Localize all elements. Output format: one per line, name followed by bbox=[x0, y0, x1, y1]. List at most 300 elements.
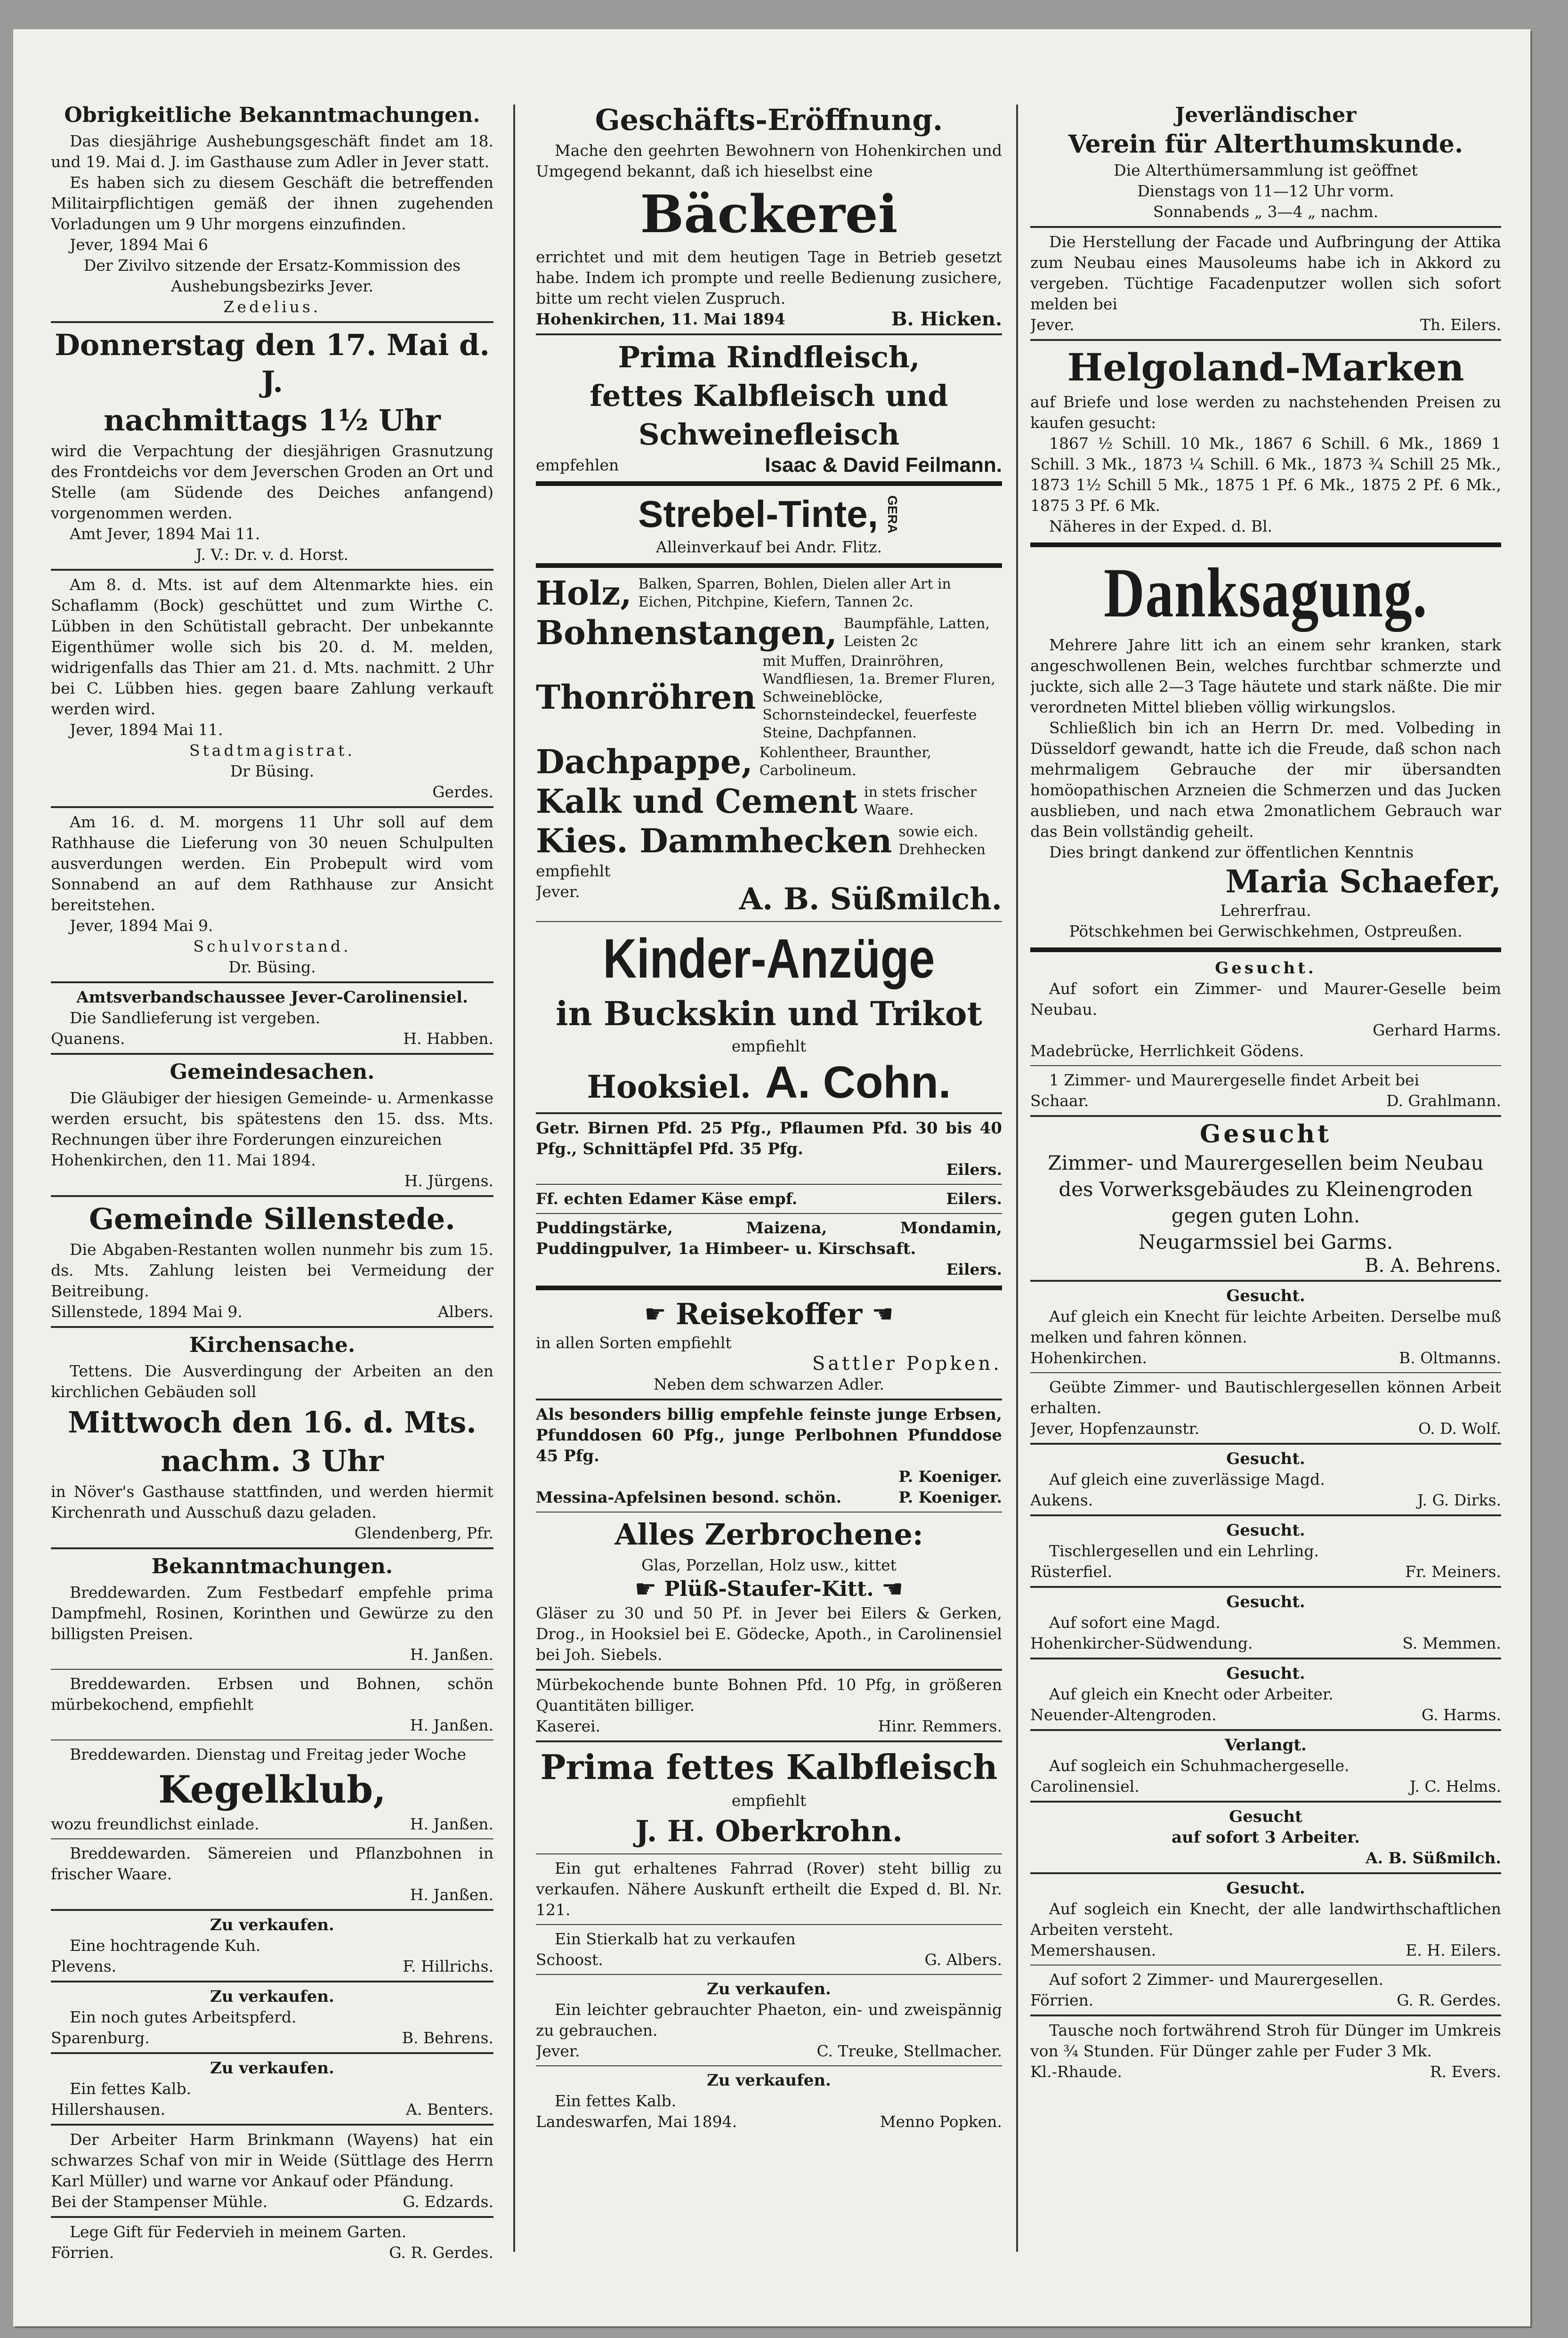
divider bbox=[51, 1053, 493, 1055]
ad-text: Baumpfähle, Latten, Leisten 2c bbox=[843, 615, 990, 650]
divider bbox=[536, 1399, 1002, 1400]
ad-text: Auf gleich ein Knecht oder Arbeiter. bbox=[1049, 1685, 1334, 1703]
section-heading: Obrigkeitliche Bekanntmachungen. bbox=[64, 103, 480, 127]
ad-heading: Bäckerei bbox=[640, 184, 898, 244]
divider bbox=[51, 1326, 493, 1328]
ad-heading: Danksagung. bbox=[1104, 554, 1428, 632]
ad-text: auf sofort 3 Arbeiter. bbox=[1172, 1828, 1360, 1847]
ad-alterthumsverein bbox=[1030, 102, 1501, 222]
ad-baustoffe bbox=[536, 574, 1002, 917]
divider bbox=[51, 2124, 493, 2126]
ad-signature: D. Grahlmann. bbox=[1386, 1092, 1501, 1110]
notice-heading: Gemeinde Sillenstede. bbox=[89, 1202, 455, 1236]
divider bbox=[1030, 339, 1501, 341]
ad-text: Lehrerfrau. bbox=[1220, 901, 1311, 920]
ad-mausoleum bbox=[1030, 232, 1501, 335]
divider bbox=[536, 481, 1002, 486]
ad-text: Auf sofort ein Zimmer- und Maurer-Geselle beim Neubau. bbox=[1030, 979, 1501, 1019]
notice-date: Hohenkirchen, den 11. Mai 1894. bbox=[51, 1151, 316, 1169]
ad-text: Breddewarden. Erbsen und Bohnen, schön mürbekochend, empfiehlt bbox=[51, 1675, 493, 1714]
divider bbox=[536, 1974, 1002, 1975]
ad-heading: in Buckskin und Trikot bbox=[556, 994, 982, 1033]
notice-signature: Zedelius. bbox=[223, 298, 321, 316]
notice-grasnutzung bbox=[51, 327, 493, 565]
ad-text: Tischlergesellen und ein Lehrling. bbox=[1049, 1542, 1319, 1560]
notice-schulpulte bbox=[51, 812, 493, 978]
notice-heading: nachm. 3 Uhr bbox=[161, 1444, 384, 1478]
ad-gesucht-2 bbox=[1030, 1121, 1501, 1276]
notice-date: Jever, 1894 Mai 9. bbox=[70, 916, 213, 935]
ad-place: Landeswarfen, Mai 1894. bbox=[536, 2112, 737, 2131]
divider bbox=[51, 569, 493, 571]
ad-reisekoffer bbox=[536, 1296, 1002, 1395]
ad-place: Hohenkirchen. bbox=[1030, 1349, 1148, 1367]
section-heading: Gemeindesachen. bbox=[170, 1060, 375, 1084]
notice-text: Am 8. d. Mts. ist auf dem Altenmarkte hies. ein Schaflamm (Bock) geschüttet und zum Wirthe C. Lübben in den Schütistall gebracht. Der unbekannte Eigenthümer wolle sich bis 20. d. M. melden, widrigenfalls das Thier am 21. d. Mts. nachmitt. 2 Uhr bei C. Lübben hies. gegen baare Zahlung verkauft werden wird. bbox=[51, 575, 493, 718]
divider bbox=[1030, 1280, 1501, 1282]
divider bbox=[51, 1669, 493, 1670]
ad-heading: fettes Kalbfleisch und bbox=[590, 379, 948, 413]
notice-text: Der Zivilvo sitzende der Ersatz-Kommission des Aushebungsbezirks Jever. bbox=[83, 256, 461, 295]
ad-heading: Gesucht bbox=[1229, 1807, 1302, 1826]
ad-place: Jever, Hopfenzaunstr. bbox=[1030, 1419, 1200, 1438]
ad-heading: Prima Rindfleisch, bbox=[618, 340, 920, 374]
divider bbox=[1030, 1372, 1501, 1373]
ad-kalb bbox=[51, 2058, 493, 2120]
ad-heading: Gesucht. bbox=[1226, 1664, 1305, 1683]
ad-heading: Geschäfts-Eröffnung. bbox=[595, 103, 943, 137]
ad-place: Förrien. bbox=[51, 2243, 114, 2262]
ad-text: Glas, Porzellan, Holz usw., kittet bbox=[641, 1556, 897, 1574]
ad-gesucht-4 bbox=[1030, 1448, 1501, 1511]
ad-signature: Eilers. bbox=[946, 1189, 1002, 1208]
notice-date: Amt Jever, 1894 Mai 11. bbox=[70, 525, 260, 543]
ad-signature: Th. Eilers. bbox=[1420, 316, 1501, 334]
ad-signature: Menno Popken. bbox=[880, 2112, 1002, 2131]
ad-signature: B. A. Behrens. bbox=[1365, 1255, 1501, 1277]
ad-signature: A. B. Süßmilch. bbox=[739, 882, 1002, 917]
ad-place: Aukens. bbox=[1030, 1491, 1093, 1509]
divider bbox=[1030, 1514, 1501, 1516]
notice-signature: Gerdes. bbox=[432, 783, 493, 801]
ad-heading: Bohnenstangen, bbox=[536, 613, 837, 652]
ad-signature: P. Koeniger. bbox=[898, 1467, 1002, 1486]
ad-text: Mache den geehrten Bewohnern von Hohenkirchen und Umgegend bekannt, daß ich hieselbst eine bbox=[536, 141, 1002, 180]
ad-text: 1867 ½ Schill. 10 Mk., 1867 6 Schill. 6 Mk., 1869 1 Schill. 3 Mk., 1873 ¼ Schill. 6 Mk., 1873 ¾ Schill 25 Mk., 1873 1½ Schill 5 Mk., 1875 1 Pf. 6 Mk., 1875 2 Pf. 6 Mk., 1875 3 Pf. 6 Mk. bbox=[1030, 434, 1501, 515]
notice-kirchensache bbox=[51, 1332, 493, 1544]
ad-signature: B. Oltmanns. bbox=[1399, 1349, 1501, 1367]
ad-signature: E. H. Eilers. bbox=[1406, 1941, 1501, 1959]
divider bbox=[536, 921, 1002, 922]
ad-text: Tausche noch fortwährend Stroh für Dünger im Umkreis von ¾ Stunden. Für Dünger zahle per Fuder 3 Mk. bbox=[1030, 2021, 1501, 2060]
ad-text: Sonnabends „ 3—4 „ nachm. bbox=[1153, 202, 1379, 221]
ad-zimmer-maurer bbox=[1030, 1070, 1501, 1111]
ad-text: Breddewarden. Zum Festbedarf empfehle prima Dampfmehl, Rosinen, Korinthen und Gewürze zu den billigsten Preisen. bbox=[51, 1583, 493, 1643]
ad-heading: Gesucht. bbox=[1226, 1593, 1305, 1611]
ad-place: Madebrücke, Herrlichkeit Gödens. bbox=[1030, 1042, 1304, 1060]
ad-signature: J. G. Dirks. bbox=[1417, 1491, 1501, 1509]
divider bbox=[51, 806, 493, 808]
notice-heading: Amtsverbandschaussee Jever-Carolinensiel. bbox=[76, 988, 468, 1007]
ad-signature: S. Memmen. bbox=[1402, 1634, 1501, 1652]
ad-text: Schließlich bin ich an Herrn Dr. med. Volbeding in Düsseldorf gewandt, hatte ich die Freude, daß schon nach mehrmaligem Gebrauche der mir übersandten homöopathischen Arzneien die Schmerzen und das Jucken ausblieben, und nach etwa 2monatlichem Gebrauch war das Bein vollständig geheilt. bbox=[1030, 719, 1501, 841]
ad-fahrrad bbox=[536, 1858, 1002, 1920]
ad-birnen bbox=[536, 1118, 1002, 1180]
ad-text: empfiehlt bbox=[536, 862, 611, 880]
ad-heading: Kegelklub, bbox=[158, 1767, 386, 1812]
divider bbox=[1030, 1115, 1501, 1117]
ad-text: Pötschkehmen bei Gerwischkehmen, Ostpreußen. bbox=[1069, 922, 1463, 940]
ad-text: Breddewarden. Sämereien und Pflanzbohnen in frischer Waare. bbox=[51, 1844, 493, 1883]
ad-signature: Albers. bbox=[437, 1302, 493, 1321]
ad-place: Hohenkirchen, 11. Mai 1894 bbox=[536, 310, 785, 328]
ad-text: empfiehlt bbox=[731, 1791, 807, 1810]
notice-text: in Növer's Gasthause stattfinden, und werden hiermit Kirchenrath und Ausschuß dazu geladen. bbox=[51, 1482, 493, 1521]
ad-signature: P. Koeniger. bbox=[898, 1488, 1002, 1506]
divider bbox=[1030, 1801, 1501, 1803]
divider bbox=[51, 2052, 493, 2054]
ad-text: 1 Zimmer- und Maurergeselle findet Arbeit bei bbox=[1049, 1071, 1420, 1089]
ad-place: Schoost. bbox=[536, 1950, 603, 1969]
ad-text: Getr. Birnen Pfd. 25 Pfg., Pflaumen Pfd. 30 bis 40 Pfg., Schnittäpfel Pfd. 35 Pfg. bbox=[536, 1119, 1002, 1158]
ad-text: Die Alterthümersammlung ist geöffnet bbox=[1114, 161, 1418, 179]
ad-heading: Prima fettes Kalbfleisch bbox=[540, 1747, 998, 1787]
ad-text: Mürbekochende bunte Bohnen Pfd. 10 Pfg, in größeren Quantitäten billiger. bbox=[536, 1675, 1002, 1715]
ad-heading: Verein für Alterthumskunde. bbox=[1068, 130, 1463, 159]
ad-text: Messina-Apfelsinen besond. schön. bbox=[536, 1488, 842, 1506]
notice-text: Am 16. d. M. morgens 11 Uhr soll auf dem Rathhause die Lieferung von 30 neuen Schulpulten ausverdungen werden. Ein Probepult wird vom Sonnabend an auf dem Rathhause zur Ansicht bereitstehen. bbox=[51, 813, 493, 914]
notice-text: Tettens. Die Ausverdingung der Arbeiten an den kirchlichen Gebäuden soll bbox=[51, 1362, 493, 1401]
divider bbox=[51, 1547, 493, 1549]
notice-heading: nachmittags 1½ Uhr bbox=[104, 403, 441, 437]
ad-tischler bbox=[1030, 1377, 1501, 1439]
ad-signature: J. H. Oberkrohn. bbox=[635, 1814, 903, 1848]
divider bbox=[51, 2216, 493, 2218]
ad-signature: H. Janßen. bbox=[410, 1645, 493, 1664]
ad-text: Auf sogleich ein Knecht, der alle landwirthschaftlichen Arbeiten versteht. bbox=[1030, 1900, 1501, 1939]
ad-text: Dies bringt dankend zur öffentlichen Kenntnis bbox=[1049, 843, 1414, 861]
ad-baeckerei bbox=[536, 102, 1002, 330]
divider bbox=[536, 1740, 1002, 1742]
ad-signature: Eilers. bbox=[946, 1160, 1002, 1179]
ad-kinder-anzuege bbox=[536, 926, 1002, 1108]
divider bbox=[51, 1981, 493, 1982]
ad-gesucht-6 bbox=[1030, 1592, 1501, 1654]
ad-text: Mehrere Jahre litt ich an einem sehr kranken, stark angeschwollenen Bein, welches furchtbar schmerzte und juckte, sich alle 2—3 Tage häutete und stark näßte. Die mir verordneten Mittel blieben völlig wirkungslos. bbox=[1030, 636, 1501, 716]
ad-heading: Verlangt. bbox=[1225, 1736, 1307, 1755]
ad-gesucht-8 bbox=[1030, 1806, 1501, 1869]
ad-signature: G. Albers. bbox=[924, 1950, 1002, 1969]
ad-heading: Kalk und Cement bbox=[536, 782, 857, 821]
divider bbox=[536, 2065, 1002, 2066]
ad-fettes-kalb bbox=[536, 2070, 1002, 2132]
notice-text: Die Sandlieferung ist vergeben. bbox=[70, 1009, 321, 1027]
ad-gift bbox=[51, 2222, 493, 2263]
ad-text: Kohlentheer, Braunther, Carbolineum. bbox=[759, 744, 931, 779]
ad-signature: G. Harms. bbox=[1421, 1706, 1501, 1724]
ad-signature: H. Habben. bbox=[403, 1029, 493, 1048]
ad-text: Neben dem schwarzen Adler. bbox=[654, 1375, 884, 1393]
divider bbox=[1030, 1729, 1501, 1731]
divider bbox=[536, 1853, 1002, 1854]
ad-signature: O. D. Wolf. bbox=[1418, 1419, 1501, 1438]
column-divider bbox=[513, 105, 515, 2252]
divider bbox=[1030, 1965, 1501, 1966]
divider bbox=[536, 1184, 1002, 1185]
ad-heading: Plüß-Staufer-Kitt. bbox=[664, 1577, 874, 1601]
ad-text: GERA bbox=[885, 495, 900, 534]
ad-text: empfiehlt bbox=[731, 1037, 807, 1055]
ad-text: Ff. echten Edamer Käse empf. bbox=[536, 1189, 798, 1208]
ad-place: Hohenkircher-Südwendung. bbox=[1030, 1634, 1253, 1652]
divider bbox=[536, 1112, 1002, 1114]
ad-heading: Strebel-Tinte, bbox=[638, 493, 878, 535]
divider bbox=[1030, 2014, 1501, 2016]
ad-stroh bbox=[1030, 2020, 1501, 2082]
ad-heading: Zu verkaufen. bbox=[707, 1980, 831, 1998]
column-divider bbox=[1016, 105, 1018, 2252]
ad-heading: Jeverländischer bbox=[1175, 103, 1357, 127]
ad-text: wozu freundlichst einlade. bbox=[51, 1815, 259, 1833]
ad-place: Quanens. bbox=[51, 1029, 125, 1048]
ad-signature: Gerhard Harms. bbox=[1373, 1021, 1501, 1039]
notice-signature: Stadtmagistrat. bbox=[189, 741, 355, 760]
ad-text: Als besonders billig empfehle feinste junge Erbsen, Pfunddosen 60 Pfg., junge Perlbohnen Pfunddose 45 Pfg. bbox=[536, 1405, 1002, 1465]
ad-strebel-tinte bbox=[536, 492, 1002, 558]
ad-text: in allen Sorten empfiehlt bbox=[536, 1334, 732, 1352]
divider bbox=[536, 1286, 1002, 1290]
ad-pudding bbox=[536, 1218, 1002, 1280]
ad-text: Auf sofort 2 Zimmer- und Maurergesellen. bbox=[1049, 1970, 1384, 1989]
ad-signature: G. R. Gerdes. bbox=[1397, 1991, 1501, 2009]
ad-text: empfehlen bbox=[536, 456, 619, 474]
ad-signature: J. C. Helms. bbox=[1409, 1777, 1501, 1796]
notice-text: Es haben sich zu diesem Geschäft die betreffenden Militairpflichtigen gemäß der ihnen zugehenden Vorladungen um 9 Uhr morgens einzufinden. bbox=[51, 173, 493, 233]
ad-heading: Zu verkaufen. bbox=[210, 2059, 334, 2078]
divider bbox=[51, 1909, 493, 1911]
divider bbox=[1030, 1872, 1501, 1874]
notice-sillenstede bbox=[51, 1201, 493, 1322]
ad-text: Ein noch gutes Arbeitspferd. bbox=[70, 2008, 297, 2026]
ad-kitt bbox=[536, 1516, 1002, 1665]
ad-text: Der Arbeiter Harm Brinkmann (Wayens) hat ein schwarzes Schaf von mir in Weide (Süttlage des Herrn Karl Müller) und warne vor Ankauf oder Pfändung. bbox=[51, 2130, 493, 2190]
divider bbox=[536, 1512, 1002, 1513]
ad-heading: Helgoland-Marken bbox=[1067, 345, 1464, 389]
notice-text: Die Abgaben-Restanten wollen nunmehr bis zum 15. ds. Mts. Zahlung leisten bei Vermeidung der Beitreibung. bbox=[51, 1240, 493, 1300]
ad-place: Schaar. bbox=[1030, 1092, 1089, 1110]
ad-heading: Schweinefleisch bbox=[638, 417, 900, 452]
ad-signature: Hinr. Remmers. bbox=[878, 1717, 1002, 1735]
ad-heading: Alles Zerbrochene: bbox=[614, 1517, 923, 1552]
divider bbox=[1030, 542, 1501, 547]
ad-text: mit Muffen, Drainröhren, Wandfliesen, 1a. Bremer Fluren, Schweineblöcke, Schornsteindeckel, feuerfeste Steine, Dachpfannen. bbox=[762, 653, 995, 741]
notice-gemeindesachen bbox=[51, 1059, 493, 1191]
ad-place: Neuender-Altengroden. bbox=[1030, 1706, 1217, 1724]
ad-heading: Kinder-Anzüge bbox=[603, 928, 935, 990]
ad-stierkalb bbox=[536, 1929, 1002, 1970]
ad-signature: B. Behrens. bbox=[402, 2029, 493, 2047]
ad-signature: H. Janßen. bbox=[410, 1815, 493, 1833]
ad-text: Ein Stierkalb hat zu verkaufen bbox=[555, 1930, 796, 1948]
ad-heading: Zu verkaufen. bbox=[210, 1916, 334, 1934]
ad-text: Breddewarden. Dienstag und Freitag jeder Woche bbox=[70, 1745, 467, 1764]
ad-text: Ein gut erhaltenes Fahrrad (Rover) steht billig zu verkaufen. Nähere Auskunft ertheilt die Exped d. Bl. Nr. 121. bbox=[536, 1859, 1002, 1919]
ad-heading: Holz, bbox=[536, 574, 632, 613]
ad-pferd bbox=[51, 1986, 493, 2048]
ad-text: Ein leichter gebrauchter Phaeton, ein- und zweispännig zu gebrauchen. bbox=[536, 2000, 1002, 2039]
ad-text: Ein fettes Kalb. bbox=[555, 2092, 677, 2110]
divider bbox=[536, 1924, 1002, 1925]
ad-place: Memershausen. bbox=[1030, 1941, 1156, 1959]
ad-place: Jever. bbox=[1030, 316, 1075, 334]
ad-text: sowie eich. Drehhecken bbox=[898, 824, 986, 858]
ad-text: Dienstags von 11—12 Uhr vorm. bbox=[1137, 182, 1394, 200]
ad-phaeton bbox=[536, 1979, 1002, 2062]
ad-text: Eine hochtragende Kuh. bbox=[70, 1936, 261, 1955]
ad-place: Kaserei. bbox=[536, 1717, 601, 1735]
ad-schaf bbox=[51, 2129, 493, 2212]
ad-gesucht-9 bbox=[1030, 1878, 1501, 1961]
notice-signature: Dr Büsing. bbox=[230, 762, 315, 780]
ad-heading: Gesucht. bbox=[1226, 1521, 1305, 1540]
ad-text: Zimmer- und Maurergesellen beim Neubau des Vorwerksgebäudes zu Kleinengroden gegen guten Lohn. bbox=[1048, 1151, 1484, 1227]
ad-gesucht-5 bbox=[1030, 1520, 1501, 1582]
ad-text: in stets frischer Waare. bbox=[864, 784, 977, 818]
divider bbox=[1030, 226, 1501, 228]
ad-place: Hillershausen. bbox=[51, 2100, 166, 2119]
notice-text: Das diesjährige Aushebungsgeschäft findet am 18. und 19. Mai d. J. im Gasthause zum Adler in Jever statt. bbox=[51, 132, 493, 171]
ad-text: Puddingstärke, Maizena, Mondamin, Puddingpulver, 1a Himbeer- u. Kirschsaft. bbox=[536, 1219, 1002, 1258]
pointing-hand-right-icon: ☛ bbox=[644, 1300, 666, 1328]
ad-place: Sparenburg. bbox=[51, 2029, 150, 2047]
ad-text: Ein fettes Kalb. bbox=[70, 2079, 192, 2098]
ad-text: Auf sogleich ein Schuhmachergeselle. bbox=[1049, 1756, 1350, 1775]
ad-heading: Zu verkaufen. bbox=[210, 1987, 334, 2006]
ad-kalbfleisch bbox=[536, 1746, 1002, 1850]
ad-heading: Gesucht. bbox=[1226, 1449, 1305, 1468]
ad-place: Carolinensiel. bbox=[1030, 1777, 1140, 1796]
ad-place: Hooksiel. bbox=[587, 1068, 751, 1105]
pointing-hand-right-icon: ☛ bbox=[634, 1575, 657, 1603]
notice-signature: J. V.: Dr. v. d. Horst. bbox=[195, 545, 349, 564]
ad-text: Balken, Sparren, Bohlen, Dielen aller Art in Eichen, Pitchpine, Kiefern, Tannen 2c. bbox=[638, 576, 951, 610]
ad-heading: Gesucht. bbox=[1226, 1879, 1305, 1898]
ad-text: Auf sofort eine Magd. bbox=[1049, 1613, 1220, 1632]
ad-signature: Sattler Popken. bbox=[812, 1353, 1002, 1375]
ad-signature: R. Evers. bbox=[1430, 2063, 1501, 2081]
notice-signature: Glendenberg, Pfr. bbox=[354, 1524, 493, 1542]
section-heading: Bekanntmachungen. bbox=[151, 1554, 393, 1578]
ad-text: Lege Gift für Federvieh in meinem Garten. bbox=[70, 2223, 407, 2241]
divider bbox=[536, 333, 1002, 335]
ad-heading: Gesucht bbox=[1199, 1120, 1332, 1149]
ad-helgoland bbox=[1030, 345, 1501, 537]
ad-heading: Reisekoffer bbox=[675, 1297, 863, 1331]
ad-kuh bbox=[51, 1915, 493, 1977]
ad-place: Sillenstede, 1894 Mai 9. bbox=[51, 1302, 242, 1321]
ad-fleisch bbox=[536, 339, 1002, 476]
ad-text: auf Briefe und lose werden zu nachstehenden Preisen zu kaufen gesucht: bbox=[1030, 393, 1501, 432]
divider bbox=[51, 321, 493, 323]
ad-signature: H. Janßen. bbox=[410, 1716, 493, 1734]
ad-signature: H. Janßen. bbox=[410, 1885, 493, 1904]
divider bbox=[51, 981, 493, 983]
ad-place: Plevens. bbox=[51, 1957, 117, 1975]
notice-schaflamm bbox=[51, 574, 493, 802]
ad-signature: A. B. Süßmilch. bbox=[1366, 1849, 1501, 1867]
ad-heading: Gesucht. bbox=[1215, 959, 1317, 978]
notice-text: Die Gläubiger der hiesigen Gemeinde- u. Armenkasse werden ersucht, bis spätestens den 15. dss. Mts. Rechnungen über ihre Forderungen einzureichen bbox=[51, 1089, 493, 1149]
column-right bbox=[1030, 100, 1501, 2285]
divider bbox=[51, 1195, 493, 1197]
column-middle bbox=[536, 100, 1002, 2285]
divider bbox=[536, 1213, 1002, 1214]
ad-place: Förrien. bbox=[1030, 1991, 1094, 2009]
notice-aushebung bbox=[51, 102, 493, 317]
ad-text: Auf gleich eine zuverlässige Magd. bbox=[1049, 1470, 1325, 1489]
divider bbox=[51, 1739, 493, 1740]
divider bbox=[51, 1838, 493, 1839]
ad-signature: Fr. Meiners. bbox=[1405, 1562, 1501, 1581]
ad-place: Jever. bbox=[536, 2042, 580, 2060]
ad-text: errichtet und mit dem heutigen Tage in Betrieb gesetzt habe. Indem ich prompte und reelle Bedienung zusichere, bitte um recht vielen Zuspruch. bbox=[536, 248, 1002, 307]
ad-heading: Zu verkaufen. bbox=[707, 2071, 831, 2090]
ad-text: Gläser zu 30 und 50 Pf. in Jever bei Eilers & Gerken, Drog., in Hooksiel bei E. Gödecke, Apoth., in Carolinensiel bei Joh. Siebels. bbox=[536, 1604, 1002, 1664]
pointing-hand-left-icon: ☚ bbox=[881, 1575, 904, 1603]
pointing-hand-left-icon: ☚ bbox=[872, 1300, 894, 1328]
ad-signature: A. Benters. bbox=[406, 2100, 493, 2119]
ad-place: Rüsterfiel. bbox=[1030, 1562, 1113, 1581]
ad-text: Auf gleich ein Knecht für leichte Arbeiten. Derselbe muß melken und fahren können. bbox=[1030, 1307, 1501, 1346]
ad-verlangt bbox=[1030, 1735, 1501, 1797]
ad-heading: Dachpappe, bbox=[536, 742, 753, 781]
ad-gesellen bbox=[1030, 1969, 1501, 2011]
ad-place: Neugarmssiel bei Garms. bbox=[1138, 1230, 1393, 1254]
ad-signature: Eilers. bbox=[946, 1260, 1002, 1278]
ad-heading: Thonröhren bbox=[536, 678, 756, 717]
ad-erbsen bbox=[536, 1404, 1002, 1508]
ad-gesucht-3 bbox=[1030, 1286, 1501, 1368]
ad-heading: Gesucht. bbox=[1226, 1286, 1305, 1305]
ad-text: Geübte Zimmer- und Bautischlergesellen können Arbeit erhalten. bbox=[1030, 1378, 1501, 1417]
ad-bohnen bbox=[536, 1675, 1002, 1737]
notice-text: wird die Verpachtung der diesjährigen Grasnutzung des Frontdeichs vor dem Jeverschen Groden an Ort und Stelle (am Südende des Deiches anfangend) vorgenommen werden. bbox=[51, 442, 493, 522]
ad-signature: Isaac & David Feilmann. bbox=[765, 453, 1002, 477]
notice-signature: Schulvorstand. bbox=[193, 937, 351, 955]
notice-chaussee bbox=[51, 987, 493, 1049]
ad-place: Kl.-Rhaude. bbox=[1030, 2063, 1123, 2081]
divider bbox=[1030, 1658, 1501, 1659]
ad-signature: G. R. Gerdes. bbox=[389, 2243, 493, 2262]
ad-kaese bbox=[536, 1189, 1002, 1209]
ad-place: Jever. bbox=[536, 882, 580, 901]
divider bbox=[1030, 1065, 1501, 1066]
ad-gesucht-1 bbox=[1030, 958, 1501, 1061]
ad-signature: C. Treuke, Stellmacher. bbox=[816, 2042, 1002, 2060]
ad-text: Alleinverkauf bei Andr. Flitz. bbox=[655, 538, 882, 556]
divider bbox=[1030, 947, 1501, 952]
ad-signature: Maria Schaefer, bbox=[1225, 863, 1501, 900]
ad-signature: F. Hillrichs. bbox=[403, 1957, 493, 1975]
divider bbox=[1030, 1586, 1501, 1588]
ad-text: Die Herstellung der Facade und Aufbringung der Attika zum Neubau eines Mausoleums habe ich in Akkord zu vergeben. Tüchtige Facadenputzer wollen sich sofort melden bei bbox=[1030, 233, 1501, 313]
ad-danksagung bbox=[1030, 553, 1501, 942]
ad-heading: Kies. Dammhecken bbox=[536, 821, 892, 860]
ad-place: Bei der Stampenser Mühle. bbox=[51, 2192, 268, 2211]
notice-signature: Dr. Büsing. bbox=[228, 958, 316, 976]
ad-signature: G. Edzards. bbox=[403, 2192, 493, 2211]
divider bbox=[536, 1669, 1002, 1671]
